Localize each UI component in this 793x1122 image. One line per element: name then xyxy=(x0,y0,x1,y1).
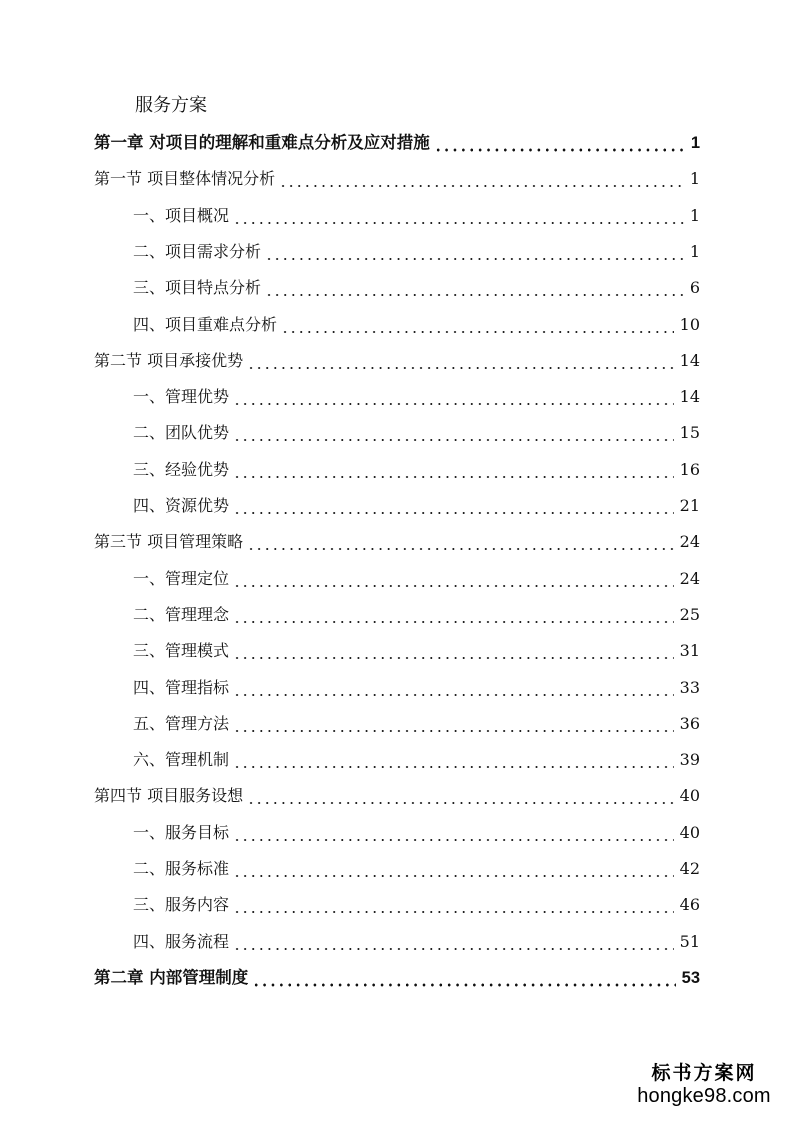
toc-entry-page-number: 53 xyxy=(681,968,700,987)
toc-entry-page-number: 40 xyxy=(679,786,700,806)
toc-entry-page-number: 46 xyxy=(679,895,700,915)
toc-entry-label: 一、管理定位 xyxy=(133,568,230,588)
toc-dot-leader xyxy=(233,637,674,665)
toc-entry-item[interactable] xyxy=(133,238,700,266)
toc-entry-label: 第一章 对项目的理解和重难点分析及应对措施 xyxy=(94,133,430,152)
site-watermark xyxy=(629,1062,779,1108)
watermark-site-name: 标书方案网 xyxy=(651,1062,757,1084)
toc-dot-leader xyxy=(233,601,674,629)
toc-dot-leader xyxy=(233,456,674,484)
toc-entry-page-number: 31 xyxy=(679,641,700,661)
toc-entry-page-number: 14 xyxy=(679,350,700,370)
toc-entry-label: 一、项目概况 xyxy=(133,205,230,225)
toc-entry-item[interactable] xyxy=(133,419,700,447)
toc-entry-item[interactable] xyxy=(133,891,700,919)
toc-entry-item[interactable] xyxy=(133,202,700,230)
toc-dot-leader xyxy=(247,347,674,375)
toc-entry-page-number: 15 xyxy=(679,423,700,443)
toc-entry-item[interactable] xyxy=(133,274,700,302)
toc-entry-label: 五、管理方法 xyxy=(133,713,230,733)
toc-entry-label: 三、经验优势 xyxy=(133,459,230,479)
toc-entry-page-number: 6 xyxy=(689,278,700,298)
toc-entry-label: 三、项目特点分析 xyxy=(133,278,262,298)
toc-dot-leader xyxy=(233,928,674,956)
toc-dot-leader xyxy=(265,238,684,266)
toc-entry-label: 一、服务目标 xyxy=(133,822,230,842)
toc-entry-page-number: 24 xyxy=(679,532,700,552)
toc-entry-page-number: 40 xyxy=(679,822,700,842)
toc-entry-page-number: 24 xyxy=(679,568,700,588)
toc-entry-section[interactable] xyxy=(94,528,700,556)
toc-entry-label: 二、团队优势 xyxy=(133,423,230,443)
toc-entry-page-number: 1 xyxy=(689,241,700,261)
toc-entry-label: 一、管理优势 xyxy=(133,387,230,407)
toc-entry-item[interactable] xyxy=(133,855,700,883)
toc-dot-leader xyxy=(233,383,674,411)
toc-entry-label: 第二节 项目承接优势 xyxy=(94,350,244,370)
toc-entry-page-number: 14 xyxy=(679,387,700,407)
toc-entry-page-number: 25 xyxy=(679,604,700,624)
toc-dot-leader xyxy=(233,419,674,447)
toc-entry-label: 二、服务标准 xyxy=(133,859,230,878)
toc-entry-label: 六、管理机制 xyxy=(133,750,230,770)
toc-entry-item[interactable] xyxy=(133,746,700,774)
toc-entry-item[interactable] xyxy=(133,710,700,738)
toc-dot-leader xyxy=(434,129,685,157)
toc-dot-leader xyxy=(252,964,675,992)
toc-entry-page-number: 16 xyxy=(679,459,700,479)
toc-dot-leader xyxy=(233,710,674,738)
toc-entry-item[interactable] xyxy=(133,637,700,665)
toc-entry-page-number: 39 xyxy=(679,750,700,770)
toc-entry-item[interactable] xyxy=(133,565,700,593)
document-title: 服务方案 xyxy=(135,95,207,116)
toc-entry-item[interactable] xyxy=(133,928,700,956)
toc-entry-item[interactable] xyxy=(133,311,700,339)
toc-entry-page-number: 1 xyxy=(689,169,700,189)
toc-entry-label: 第四节 项目服务设想 xyxy=(94,786,244,806)
watermark-url: hongke98.com xyxy=(637,1085,771,1107)
toc-entry-chapter[interactable] xyxy=(94,129,700,157)
toc-entry-chapter[interactable] xyxy=(94,964,700,992)
toc-dot-leader xyxy=(247,528,674,556)
toc-entry-section[interactable] xyxy=(94,165,700,193)
toc-entry-label: 四、资源优势 xyxy=(133,496,230,515)
toc-dot-leader xyxy=(233,746,674,774)
toc-entry-label: 第二章 内部管理制度 xyxy=(94,967,249,987)
toc-dot-leader xyxy=(233,855,674,883)
toc-entry-item[interactable] xyxy=(133,601,700,629)
toc-entry-item[interactable] xyxy=(133,674,700,702)
toc-entry-section[interactable] xyxy=(94,347,700,375)
toc-dot-leader xyxy=(233,492,674,520)
toc-entry-page-number: 21 xyxy=(679,496,700,515)
toc-entry-item[interactable] xyxy=(133,383,700,411)
toc-dot-leader xyxy=(279,165,684,193)
toc-entry-label: 二、管理理念 xyxy=(133,604,230,624)
toc-entry-label: 第三节 项目管理策略 xyxy=(94,532,244,552)
toc-dot-leader xyxy=(233,202,684,230)
toc-dot-leader xyxy=(265,274,684,302)
toc-entry-page-number: 51 xyxy=(679,931,700,951)
toc-entry-label: 第一节 项目整体情况分析 xyxy=(94,169,276,189)
toc-entry-page-number: 10 xyxy=(679,314,700,334)
toc-entry-page-number: 1 xyxy=(689,205,700,225)
toc-entry-page-number: 33 xyxy=(679,677,700,697)
toc-entry-page-number: 1 xyxy=(690,134,700,152)
toc-dot-leader xyxy=(247,782,674,810)
toc-dot-leader xyxy=(233,891,674,919)
toc-entry-label: 四、服务流程 xyxy=(133,931,230,951)
toc-entry-label: 三、服务内容 xyxy=(133,895,230,915)
toc-entry-label: 三、管理模式 xyxy=(133,641,230,661)
toc-dot-leader xyxy=(281,311,674,339)
toc-entry-item[interactable] xyxy=(133,456,700,484)
toc-entry-label: 二、项目需求分析 xyxy=(133,241,262,261)
toc-entry-label: 四、管理指标 xyxy=(133,677,230,697)
toc-entry-label: 四、项目重难点分析 xyxy=(133,314,278,334)
toc-entry-section[interactable] xyxy=(94,782,700,810)
toc-entry-page-number: 42 xyxy=(679,859,700,878)
toc-dot-leader xyxy=(233,565,674,593)
toc-entry-item[interactable] xyxy=(133,492,700,520)
toc-entry-item[interactable] xyxy=(133,819,700,847)
toc-entry-page-number: 36 xyxy=(679,713,700,733)
toc-dot-leader xyxy=(233,819,674,847)
toc-dot-leader xyxy=(233,674,674,702)
